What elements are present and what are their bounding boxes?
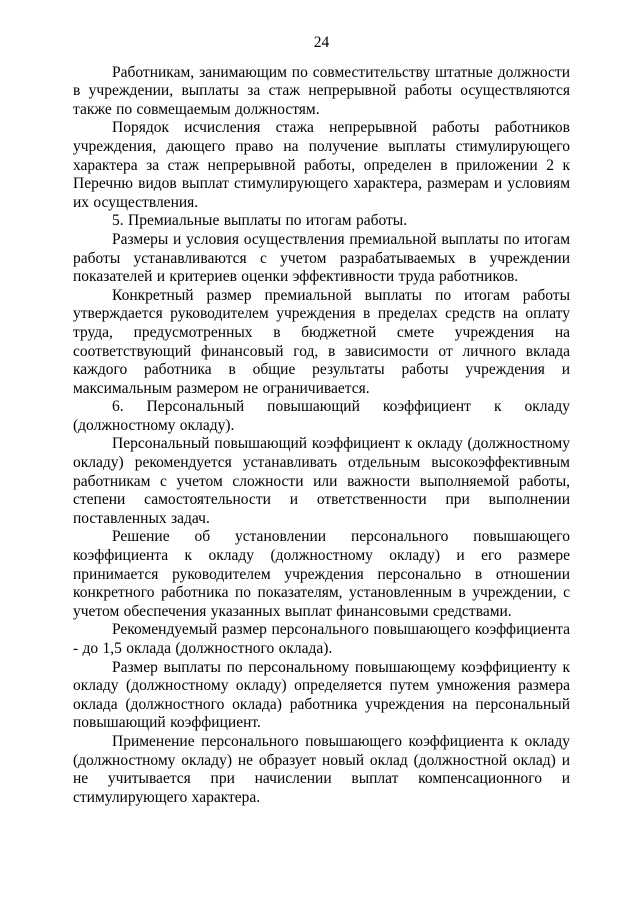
paragraph-seniority-procedure: Порядок исчисления стажа непрерывной работы работников учреждения, дающего право на получение выплаты стимулирующего характера за стаж непрерывной работы, определен в приложении 2 к Перечню видов выплат стимулирующего характера, размерам и условиям их осуществления. <box>73 119 570 211</box>
page-number: 24 <box>313 34 330 51</box>
paragraph-coefficient-application: Применение персонального повышающего коэффициента к окладу (должностному окладу) не образует новый оклад (должностной оклад) и не учитывается при начислении выплат компенсационного и стимулирующего характера. <box>73 732 570 806</box>
paragraph-coefficient-decision: Решение об установлении персонального повышающего коэффициента к окладу (должностному окладу) и его размере принимается руководителем учреждения персонально в отношении конкретного работника по показателям, установленным в учреждении, с учетом обеспечения указанных выплат финансовыми средствами. <box>73 528 570 620</box>
paragraph-section-5-heading: 5. Премиальные выплаты по итогам работы. <box>112 212 408 230</box>
paragraph-coefficient-size: Рекомендуемый размер персонального повышающего коэффициента - до 1,5 оклада (должностного оклада). <box>73 621 570 657</box>
paragraph-coefficient-purpose: Персональный повышающий коэффициент к окладу (должностному окладу) рекомендуется устанавливать отдельным высокоэффективным работникам с учетом сложности или важности выполняемой работы, степени самостоятельности и ответственности при выполнении поставленных задач. <box>73 435 570 527</box>
paragraph-section-6-heading: 6. Персональный повышающий коэффициент к окладу (должностному окладу). <box>73 398 570 434</box>
paragraph-premium-amount: Конкретный размер премиальной выплаты по итогам работы утверждается руководителем учреждения в пределах средств на оплату труда, предусмотренных в бюджетной смете учреждения на соответствующий финансовый год, в зависимости от личного вклада каждого работника в общие результаты работы учреждения и максимальным размером не ограничивается. <box>73 286 570 397</box>
paragraph-premium-conditions: Размеры и условия осуществления премиальной выплаты по итогам работы устанавливаются с учетом разрабатываемых в учреждении показателей и критериев оценки эффективности труда работников. <box>73 230 570 286</box>
paragraph-payment-calculation: Размер выплаты по персональному повышающему коэффициенту к окладу (должностному окладу) определяется путем умножения размера оклада (должностного оклада) работника учреждения на персональный повышающий коэффициент. <box>73 658 570 732</box>
paragraph-staff-positions: Работникам, занимающим по совместительству штатные должности в учреждении, выплаты за стаж непрерывной работы осуществляются также по совмещаемым должностям. <box>73 63 570 118</box>
document-body <box>73 64 570 808</box>
